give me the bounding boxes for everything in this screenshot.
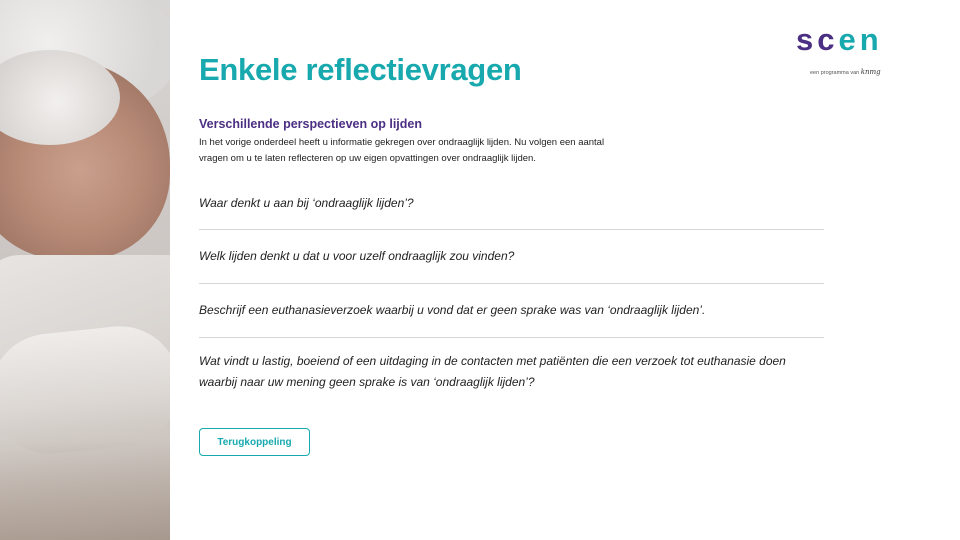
question-4-line-1: Wat vindt u lastig, boeiend of een uitdaging in de contacten met patiënten die een verzoek tot euthanasie doen [199,354,786,368]
page-title: Enkele reflectievragen [199,52,522,87]
question-divider [199,229,824,230]
logo-letter-s: s [796,22,818,57]
logo-letter-c: c [817,22,839,57]
arm-shape [0,320,170,459]
question-4-line-2: waarbij naar uw mening geen sprake is van ‘ondraaglijk lijden’? [199,375,535,389]
question-1: Waar denkt u aan bij ‘ondraaglijk lijden’? [199,196,414,210]
logo-tagline-prefix: een programma van [810,70,860,76]
logo-letter-e: e [838,22,860,57]
question-2: Welk lijden denkt u dat u voor uzelf ondraaglijk zou vinden? [199,249,515,263]
logo-letter-n: n [859,22,883,57]
intro-line-2: vragen om u te laten reflecteren op uw eigen opvattingen over ondraaglijk lijden. [199,153,536,164]
logo-wordmark [796,22,883,58]
question-3: Beschrijf een euthanasieverzoek waarbij u vond dat er geen sprake was van ‘ondraaglijk lijden’. [199,303,706,317]
section-subtitle: Verschillende perspectieven op lijden [199,117,422,131]
question-divider [199,283,824,284]
logo-tagline-org: knmg [860,68,881,76]
question-4 [199,351,786,393]
content-card [170,30,960,540]
logo-tagline [810,68,881,76]
feedback-button[interactable]: Terugkoppeling [199,428,310,456]
photo-shade [0,440,170,540]
intro-line-1: In het vorige onderdeel heeft u informatie gekregen over ondraaglijk lijden. Nu volgen een aantal [199,137,605,148]
elderly-man-in-bed-photo [0,0,170,540]
scen-logo [796,22,896,82]
section-intro [199,135,639,167]
question-divider [199,337,824,338]
